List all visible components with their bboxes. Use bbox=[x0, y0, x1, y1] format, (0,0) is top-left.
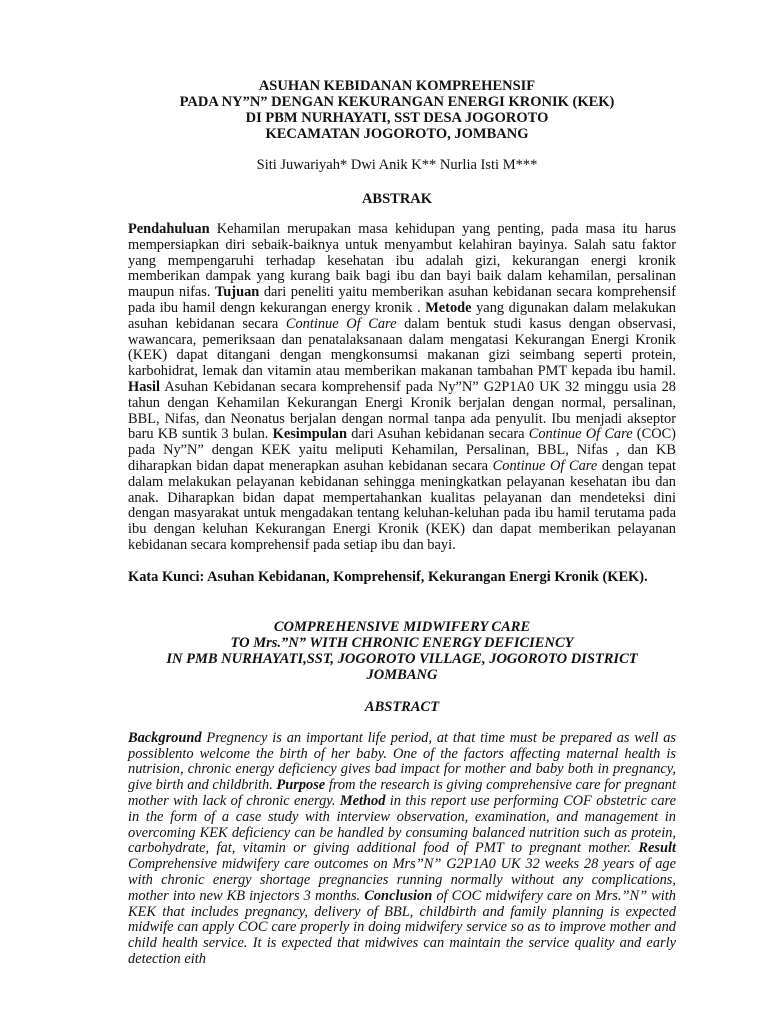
kesimpulan-label: Kesimpulan bbox=[272, 426, 347, 443]
metode-label: Metode bbox=[425, 299, 472, 316]
tujuan-label: Tujuan bbox=[215, 284, 260, 301]
pendahuluan-text: Kehamilan merupakan masa kehidupan yang penting, pada masa itu harus mempersiapkan diri sebaik-baiknya untuk menyambut kelahiran bayinya. Salah satu faktor yang mempengaruhi terhadap kesehatan ibu adalah gizi, kekurangan energi kronik memberikan dampak yang kurang baik bagi ibu dan bayi baik dalam kehamilan, persalinan maupun nifas. bbox=[128, 221, 676, 301]
kesimpulan-italic-2: Continue Of Care bbox=[492, 457, 598, 474]
en-title-line-2: TO Mrs.”N” WITH CHRONIC ENERGY DEFICIENCY bbox=[230, 634, 574, 651]
pendahuluan-label: Pendahuluan bbox=[128, 221, 210, 237]
background-label: Background bbox=[128, 729, 202, 746]
en-title-line-1: COMPREHENSIVE MIDWIFERY CARE bbox=[273, 618, 531, 635]
abstract-heading: ABSTRACT bbox=[364, 698, 440, 715]
indonesian-title bbox=[118, 78, 676, 142]
metode-text-2: dalam bentuk studi kasus dengan observasi, wawancara, pemeriksaan dan penatalaksanaan dalam mengatasi Kekurangan Energi Kronik (KEK) dapat ditangani dengan mengkonsumsi makanan gizi seimbang seperti protein, karbohidrat, lemak dan vitamin atau memberikan makanan tambahan PMT kepada ibu hamil. bbox=[128, 315, 676, 380]
title-line-3: DI PBM NURHAYATI, SST DESA JOGOROTO bbox=[245, 110, 549, 126]
kesimpulan-italic-1: Continue Of Care bbox=[528, 426, 633, 443]
hasil-text: Asuhan Kebidanan secara komprehensif pada Ny”N” G2P1A0 UK 32 minggu usia 28 tahun dengan Kehamilan Kekurangan Energi Kronik berjalan dengan normal, persalinan, BBL, Nifas, dan Neonatus berjalan dengan normal tanpa ada penyulit. Ibu menjadi akseptor baru KB suntik 3 bulan. bbox=[128, 378, 676, 443]
title-line-2: PADA NY”N” DENGAN KEKURANGAN ENERGI KRONIK (KEK) bbox=[179, 94, 615, 110]
keywords: Kata Kunci: Asuhan Kebidanan, Komprehensif, Kekurangan Energi Kronik (KEK). bbox=[128, 568, 648, 585]
conclusion-text: of COC midwifery care on Mrs.”N” with KEK that includes pregnancy, delivery of BBL, childbirth and family planning is expected midwife can apply COC care properly in doing midwifery service so as to improve mother and child health service. It is expected that midwives can maintain the service quality and early detection eith bbox=[128, 887, 676, 967]
result-label: Result bbox=[638, 840, 676, 857]
kesimpulan-text-3: dengan tepat dalam melakukan pelayanan kebidanan sehingga meningkatkan pelayanan kesehatan ibu dan anak. Diharapkan bidan dapat mempertahankan kualitas pelayanan dan mendeteksi dini dengan masyarakat untuk mengadakan tentang keluhan-keluhan pada ibu hamil terutama pada ibu dengan keluhan Kekurangan Energi Kronik (KEK) dan dapat memberikan pelayanan kebidanan secara komprehensif pada setiap ibu dan bayi. bbox=[128, 457, 676, 553]
en-title-line-4: JOMBANG bbox=[366, 666, 438, 683]
authors: Siti Juwariyah* Dwi Anik K** Nurlia Isti M*** bbox=[256, 157, 538, 173]
result-text: Comprehensive midwifery care outcomes on Mrs”N” G2P1A0 UK 32 weeks 28 years of age with chronic energy shortage pregnancies running normally without any complications, mother into new KB injectors 3 months. bbox=[128, 856, 676, 904]
purpose-label: Purpose bbox=[276, 777, 326, 794]
hasil-label: Hasil bbox=[128, 378, 160, 395]
title-line-4: KECAMATAN JOGOROTO, JOMBANG bbox=[265, 126, 529, 142]
abstrak-heading: ABSTRAK bbox=[361, 191, 433, 207]
tujuan-text: dari peneliti yaitu memberikan asuhan kebidanan secara komprehensif pada ibu hamil dengn kekurangan energy kronik . bbox=[128, 284, 676, 316]
metode-text-1: yang digunakan dalam melakukan asuhan kebidanan secara bbox=[128, 299, 677, 332]
metode-italic: Continue Of Care bbox=[285, 315, 397, 332]
english-title bbox=[128, 619, 676, 683]
method-label: Method bbox=[339, 792, 386, 809]
purpose-text: from the research is giving comprehensive care for pregnant mother with lack of chronic energy. bbox=[128, 777, 676, 809]
background-text: Pregnency is an important life period, at that time must be prepared as well as possiblento welcome the birth of her baby. One of the factors affecting maternal health is nutrision, chronic energy deficiency gives bad impact for mother and baby both in pregnancy, give birth and childbrith. bbox=[128, 729, 676, 794]
conclusion-label: Conclusion bbox=[364, 887, 433, 904]
kesimpulan-text-1: dari Asuhan kebidanan secara bbox=[347, 426, 529, 443]
kesimpulan-text-2: (COC) pada Ny”N” dengan KEK yaitu meliputi Kehamilan, Persalinan, BBL, Nifas , dan KB diharapkan bidan dapat menerapkan asuhan kebidanan secara bbox=[128, 426, 676, 474]
method-text: in this report use performing COF obstetric care in the form of a case study with interview observation, examination, and management in overcoming KEK deficiency can be handled by consuming balanced nutrition such as protein, carbohydrate, fat, vitamin or giving additional food of PMT to pregnant mother. bbox=[128, 792, 676, 857]
en-title-line-3: IN PMB NURHAYATI,SST, JOGOROTO VILLAGE, JOGOROTO DISTRICT bbox=[166, 650, 638, 667]
abstrak-paragraph bbox=[128, 222, 676, 554]
title-line-1: ASUHAN KEBIDANAN KOMPREHENSIF bbox=[258, 78, 536, 94]
abstract-paragraph bbox=[128, 731, 676, 968]
